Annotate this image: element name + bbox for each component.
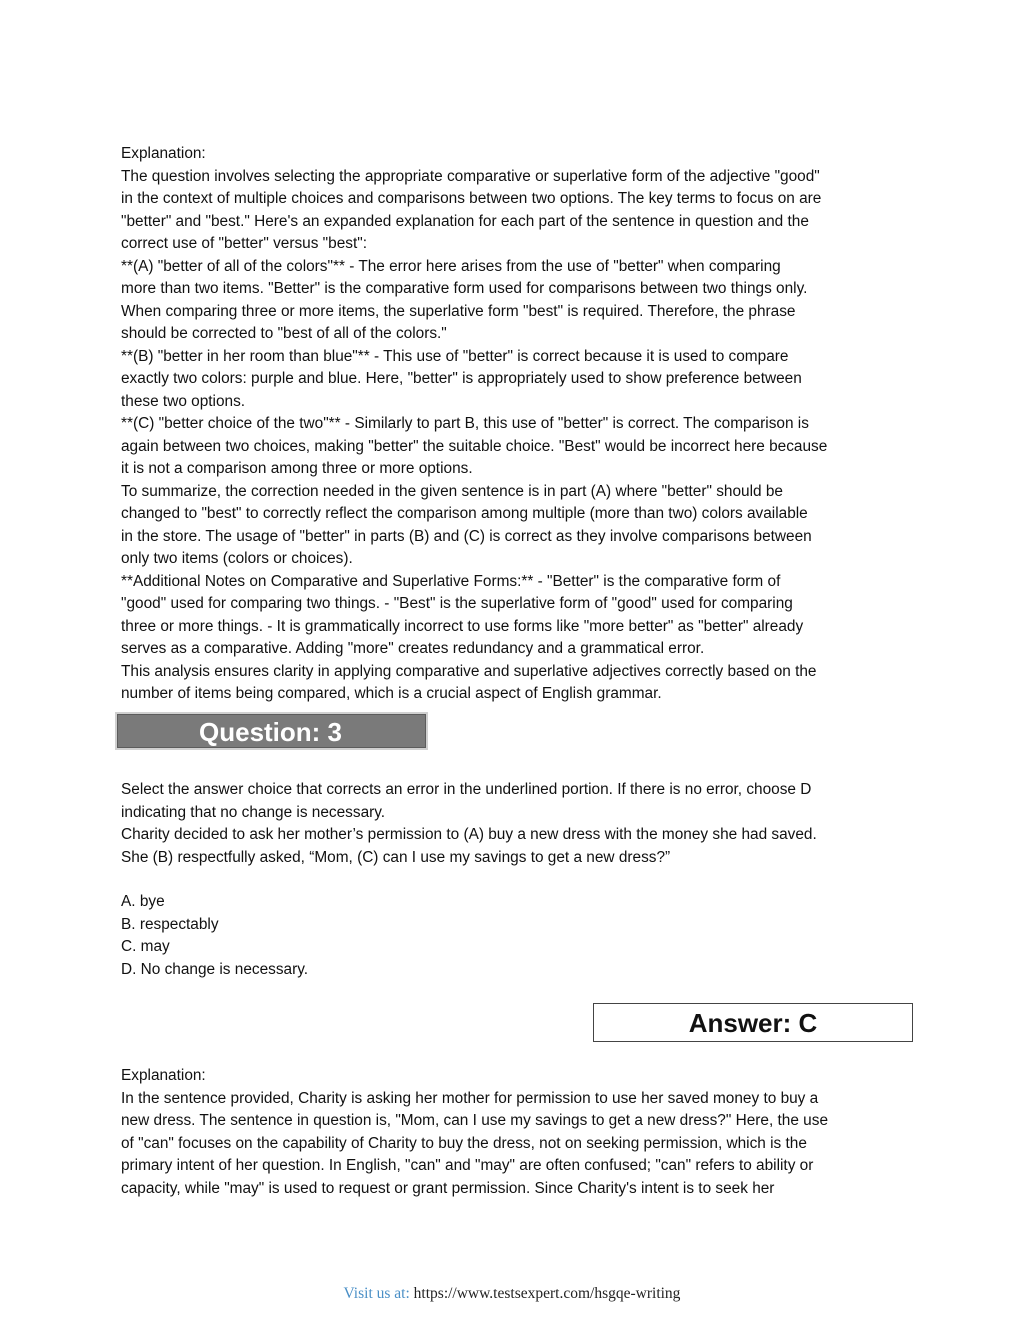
question-heading: Question: 3 [199,717,343,747]
text-line: When comparing three or more items, the superlative form "best" is required. Therefore, the phrase [121,302,796,320]
text-line: **(C) "better choice of the two"** - Similarly to part B, this use of "better" is correct. The comparison is [121,415,809,432]
text-line: Select the answer choice that corrects an error in the underlined portion. If there is no error, choose D [121,781,812,798]
text-line: "better" and "best." Here's an expanded explanation for each part of the sentence in question and the [121,212,809,230]
text-line: only two items (colors or choices). [121,550,353,567]
choice-item: C. may [121,938,170,955]
text-line: capacity, while "may" is used to request or grant permission. Since Charity's intent is to seek her [121,1179,775,1197]
text-line: Explanation: [121,1067,206,1084]
text-line: number of items being compared, which is a crucial aspect of English grammar. [121,685,662,702]
text-line: In the sentence provided, Charity is asking her mother for permission to use her saved money to buy a [121,1089,819,1107]
choice-item: A. bye [121,893,165,910]
text-line: Charity decided to ask her mother’s permission to (A) buy a new dress with the money she had saved. [121,826,817,843]
text-line: again between two choices, making "better" the suitable choice. "Best" would be incorrect here because [121,437,828,455]
answer-choices [121,891,911,981]
text-line: She (B) respectfully asked, “Mom, (C) can I use my savings to get a new dress?” [121,848,671,866]
footer-link[interactable]: https://www.testsexpert.com/hsgqe-writing [413,1285,681,1302]
text-line: of "can" focuses on the capability of Charity to buy the dress, not on seeking permission, which is the [121,1134,807,1152]
answer-label: Answer: C [688,1008,818,1038]
text-line: in the context of multiple choices and comparisons between two options. The key terms to focus on are [121,190,822,207]
text-line: indicating that no change is necessary. [121,803,386,821]
text-line: **Additional Notes on Comparative and Superlative Forms:** - "Better" is the comparative form of [121,572,781,590]
page-footer [0,1285,1024,1303]
text-line: primary intent of her question. In English, "can" and "may" are often confused; "can" refers to ability or [121,1157,814,1174]
choice-item: B. respectably [121,915,219,933]
choice-item: D. No change is necessary. [121,960,309,978]
text-line: these two options. [121,392,246,410]
text-line: three or more things. - It is grammatically incorrect to use forms like "more better" as "better" already [121,617,804,635]
text-line: serves as a comparative. Adding "more" creates redundancy and a grammatical error. [121,640,705,657]
answer-box [593,1003,913,1042]
text-line: new dress. The sentence in question is, "Mom, can I use my savings to get a new dress?" Here, the use [121,1112,828,1129]
text-line: more than two items. "Better" is the comparative form used for comparisons between two things only. [121,280,808,297]
text-line: correct use of "better" versus "best": [121,235,367,252]
text-line: To summarize, the correction needed in the given sentence is in part (A) where "better" should be [121,482,783,500]
text-line: Explanation: [121,145,206,162]
text-line: "good" used for comparing two things. - "Best" is the superlative form of "good" used for comparing [121,595,793,612]
text-line: it is not a comparison among three or more options. [121,460,473,477]
text-line: This analysis ensures clarity in applying comparative and superlative adjectives correctly based on the [121,662,817,680]
footer-label: Visit us at: [343,1285,410,1302]
text-line: The question involves selecting the appropriate comparative or superlative form of the adjective "good" [121,167,820,185]
text-line: in the store. The usage of "better" in parts (B) and (C) is correct as they involve comparisons between [121,527,812,545]
text-line: **(B) "better in her room than blue"** - This use of "better" is correct because it is used to compare [121,347,789,365]
text-line: should be corrected to "best of all of the colors." [121,325,447,342]
text-line: exactly two colors: purple and blue. Here, "better" is appropriately used to show preference between [121,370,802,387]
question-text [121,779,911,869]
question-heading-bar [115,712,428,750]
explanation-block-2 [121,1065,911,1200]
text-line: **(A) "better of all of the colors"** - The error here arises from the use of "better" when comparing [121,257,781,275]
text-line: changed to "best" to correctly reflect the comparison among multiple (more than two) colors available [121,505,808,522]
explanation-block-1 [121,143,911,706]
